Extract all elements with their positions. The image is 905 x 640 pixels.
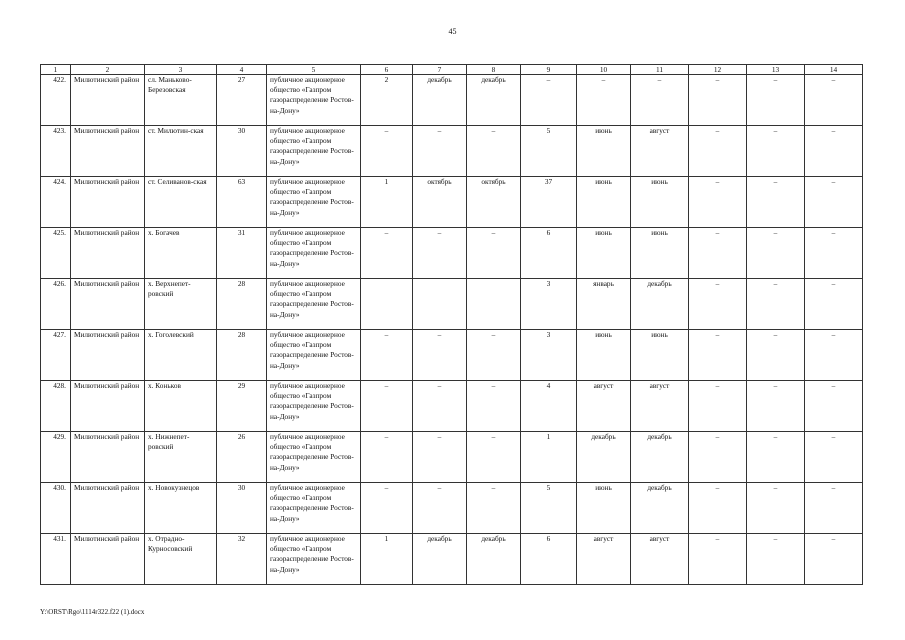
column-header: 10: [577, 65, 631, 75]
cell-c13: –: [747, 483, 805, 534]
cell-org: публичное акционерное общество «Газпром газораспределение Ростов-на-Дону»: [267, 228, 361, 279]
cell-c9: 5: [521, 126, 577, 177]
cell-c12: –: [689, 534, 747, 585]
table-row: [41, 381, 863, 432]
cell-c8: –: [467, 126, 521, 177]
cell-c7: –: [413, 126, 467, 177]
column-header: 6: [361, 65, 413, 75]
cell-c13: –: [747, 381, 805, 432]
cell-c6: –: [361, 330, 413, 381]
cell-c4: 30: [217, 483, 267, 534]
cell-c6: –: [361, 126, 413, 177]
column-header: 1: [41, 65, 71, 75]
cell-num: 426.: [41, 279, 71, 330]
cell-c7: [413, 279, 467, 330]
schedule-table: [40, 64, 863, 585]
cell-org: публичное акционерное общество «Газпром газораспределение Ростов-на-Дону»: [267, 432, 361, 483]
cell-c13: –: [747, 330, 805, 381]
table-body: [41, 75, 863, 585]
cell-num: 428.: [41, 381, 71, 432]
cell-c8: октябрь: [467, 177, 521, 228]
cell-c6: –: [361, 381, 413, 432]
cell-c12: –: [689, 432, 747, 483]
cell-settlement: сл. Маньково-Березовская: [145, 75, 217, 126]
cell-c12: –: [689, 126, 747, 177]
cell-c6: –: [361, 432, 413, 483]
cell-org: публичное акционерное общество «Газпром газораспределение Ростов-на-Дону»: [267, 279, 361, 330]
page-number: 45: [448, 27, 457, 36]
cell-c13: –: [747, 534, 805, 585]
cell-c4: 28: [217, 330, 267, 381]
cell-c9: 6: [521, 534, 577, 585]
cell-c4: 30: [217, 126, 267, 177]
cell-c8: декабрь: [467, 75, 521, 126]
column-header: 12: [689, 65, 747, 75]
cell-c6: [361, 279, 413, 330]
cell-settlement: ст. Милютин-ская: [145, 126, 217, 177]
cell-c11: декабрь: [631, 279, 689, 330]
cell-c10: август: [577, 534, 631, 585]
cell-c14: –: [805, 381, 863, 432]
cell-c4: 28: [217, 279, 267, 330]
cell-settlement: х. Коньков: [145, 381, 217, 432]
cell-c8: –: [467, 228, 521, 279]
cell-district: Милютинский район: [71, 330, 145, 381]
cell-c10: декабрь: [577, 432, 631, 483]
cell-c10: июнь: [577, 177, 631, 228]
cell-org: публичное акционерное общество «Газпром газораспределение Ростов-на-Дону»: [267, 177, 361, 228]
cell-c12: –: [689, 75, 747, 126]
file-path-footer: Y:\ORST\Rgo\1114r322.f22 (1).docx: [40, 608, 145, 616]
table-row: [41, 177, 863, 228]
cell-district: Милютинский район: [71, 432, 145, 483]
cell-c12: –: [689, 228, 747, 279]
cell-org: публичное акционерное общество «Газпром газораспределение Ростов-на-Дону»: [267, 330, 361, 381]
cell-c9: 37: [521, 177, 577, 228]
cell-settlement: х. Новокузнецов: [145, 483, 217, 534]
cell-c8: декабрь: [467, 534, 521, 585]
cell-org: публичное акционерное общество «Газпром газораспределение Ростов-на-Дону»: [267, 534, 361, 585]
cell-c4: 27: [217, 75, 267, 126]
cell-c10: июнь: [577, 483, 631, 534]
cell-c11: июнь: [631, 177, 689, 228]
table-row: [41, 75, 863, 126]
cell-district: Милютинский район: [71, 177, 145, 228]
column-header: 9: [521, 65, 577, 75]
cell-c11: –: [631, 75, 689, 126]
column-header: 11: [631, 65, 689, 75]
cell-c10: –: [577, 75, 631, 126]
cell-c4: 29: [217, 381, 267, 432]
column-header: 5: [267, 65, 361, 75]
cell-district: Милютинский район: [71, 228, 145, 279]
cell-c4: 32: [217, 534, 267, 585]
cell-c14: –: [805, 432, 863, 483]
table-row: [41, 483, 863, 534]
column-header: 2: [71, 65, 145, 75]
cell-c8: –: [467, 381, 521, 432]
cell-c9: 5: [521, 483, 577, 534]
table-row: [41, 228, 863, 279]
cell-c14: –: [805, 126, 863, 177]
cell-c14: –: [805, 279, 863, 330]
table-row: [41, 534, 863, 585]
table-row: [41, 330, 863, 381]
cell-c14: –: [805, 330, 863, 381]
cell-district: Милютинский район: [71, 126, 145, 177]
cell-c12: –: [689, 381, 747, 432]
cell-c12: –: [689, 279, 747, 330]
cell-c6: –: [361, 228, 413, 279]
column-header: 8: [467, 65, 521, 75]
cell-num: 430.: [41, 483, 71, 534]
cell-num: 423.: [41, 126, 71, 177]
cell-c14: –: [805, 483, 863, 534]
cell-c13: –: [747, 432, 805, 483]
cell-c6: –: [361, 483, 413, 534]
cell-c9: 3: [521, 330, 577, 381]
cell-c8: –: [467, 432, 521, 483]
cell-c11: август: [631, 381, 689, 432]
cell-c7: октябрь: [413, 177, 467, 228]
cell-c12: –: [689, 483, 747, 534]
cell-c13: –: [747, 177, 805, 228]
cell-c11: июнь: [631, 228, 689, 279]
cell-district: Милютинский район: [71, 75, 145, 126]
cell-org: публичное акционерное общество «Газпром газораспределение Ростов-на-Дону»: [267, 483, 361, 534]
table-row: [41, 279, 863, 330]
cell-c4: 26: [217, 432, 267, 483]
cell-settlement: х. Верхнепет-ровский: [145, 279, 217, 330]
cell-org: публичное акционерное общество «Газпром газораспределение Ростов-на-Дону»: [267, 75, 361, 126]
cell-c11: июнь: [631, 330, 689, 381]
cell-c7: декабрь: [413, 75, 467, 126]
cell-c13: –: [747, 228, 805, 279]
column-header: 13: [747, 65, 805, 75]
cell-settlement: х. Богачев: [145, 228, 217, 279]
cell-c9: 4: [521, 381, 577, 432]
cell-c9: –: [521, 75, 577, 126]
cell-c10: июнь: [577, 330, 631, 381]
cell-settlement: х. Гоголевский: [145, 330, 217, 381]
cell-c12: –: [689, 177, 747, 228]
column-header: 14: [805, 65, 863, 75]
cell-settlement: х. Нижнепет-ровский: [145, 432, 217, 483]
header-row: [41, 65, 863, 75]
cell-c8: –: [467, 483, 521, 534]
cell-org: публичное акционерное общество «Газпром газораспределение Ростов-на-Дону»: [267, 126, 361, 177]
cell-c14: –: [805, 228, 863, 279]
cell-c8: [467, 279, 521, 330]
cell-c9: 1: [521, 432, 577, 483]
cell-c7: –: [413, 228, 467, 279]
cell-c14: –: [805, 534, 863, 585]
cell-c7: –: [413, 432, 467, 483]
cell-c14: –: [805, 75, 863, 126]
cell-num: 422.: [41, 75, 71, 126]
cell-c7: –: [413, 330, 467, 381]
cell-num: 425.: [41, 228, 71, 279]
cell-c11: декабрь: [631, 432, 689, 483]
cell-c11: август: [631, 126, 689, 177]
table-row: [41, 432, 863, 483]
column-header: 4: [217, 65, 267, 75]
cell-c11: август: [631, 534, 689, 585]
cell-district: Милютинский район: [71, 381, 145, 432]
table-row: [41, 126, 863, 177]
cell-num: 429.: [41, 432, 71, 483]
cell-c11: декабрь: [631, 483, 689, 534]
cell-c4: 31: [217, 228, 267, 279]
cell-c13: –: [747, 126, 805, 177]
cell-c6: 1: [361, 534, 413, 585]
cell-c12: –: [689, 330, 747, 381]
column-header: 7: [413, 65, 467, 75]
cell-c9: 3: [521, 279, 577, 330]
cell-num: 427.: [41, 330, 71, 381]
cell-c13: –: [747, 279, 805, 330]
cell-c9: 6: [521, 228, 577, 279]
cell-settlement: х. Отрадно-Курносовский: [145, 534, 217, 585]
cell-c8: –: [467, 330, 521, 381]
cell-c6: 2: [361, 75, 413, 126]
cell-num: 424.: [41, 177, 71, 228]
cell-c10: январь: [577, 279, 631, 330]
cell-district: Милютинский район: [71, 279, 145, 330]
cell-c13: –: [747, 75, 805, 126]
cell-c7: декабрь: [413, 534, 467, 585]
cell-c10: июнь: [577, 126, 631, 177]
cell-c10: август: [577, 381, 631, 432]
cell-district: Милютинский район: [71, 483, 145, 534]
cell-num: 431.: [41, 534, 71, 585]
cell-district: Милютинский район: [71, 534, 145, 585]
column-header: 3: [145, 65, 217, 75]
cell-c10: июнь: [577, 228, 631, 279]
cell-c6: 1: [361, 177, 413, 228]
cell-c7: –: [413, 381, 467, 432]
cell-settlement: ст. Селиванов-ская: [145, 177, 217, 228]
cell-org: публичное акционерное общество «Газпром газораспределение Ростов-на-Дону»: [267, 381, 361, 432]
cell-c4: 63: [217, 177, 267, 228]
cell-c14: –: [805, 177, 863, 228]
cell-c7: –: [413, 483, 467, 534]
